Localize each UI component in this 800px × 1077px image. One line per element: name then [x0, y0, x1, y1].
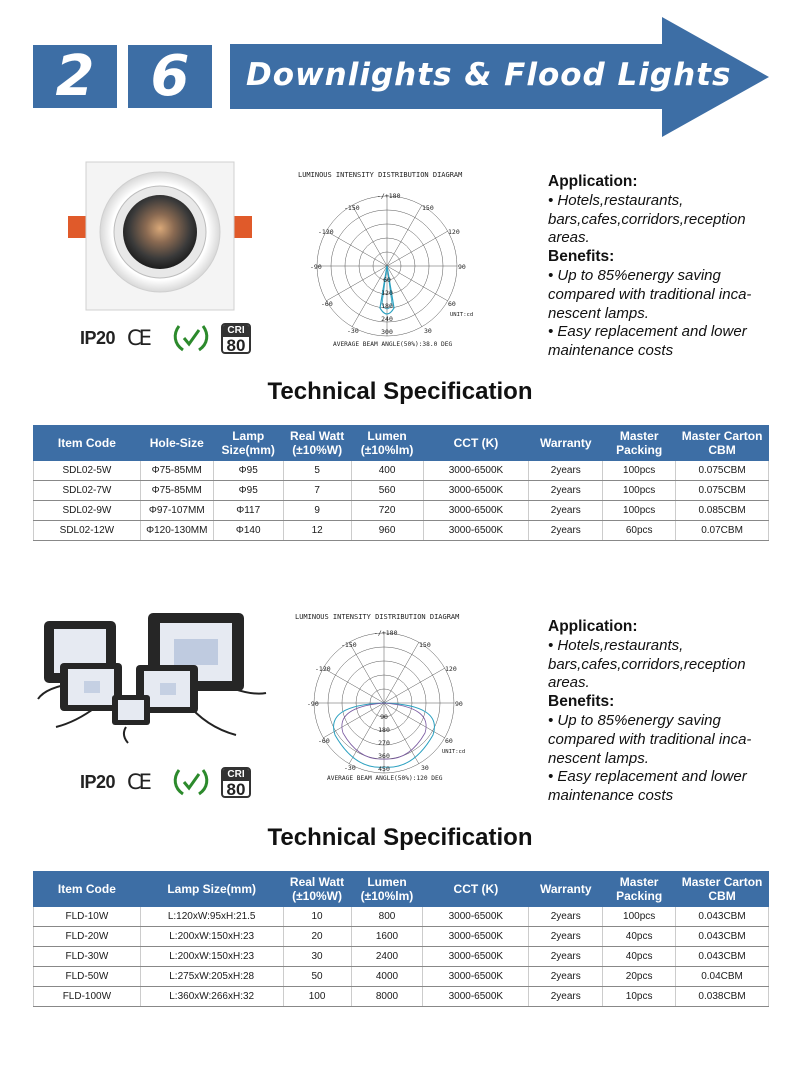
table-cell: SDL02-9W [34, 501, 141, 521]
angle-label: -150 [341, 641, 357, 649]
table-cell: 20 [283, 927, 351, 947]
ring-label: 450 [378, 765, 390, 773]
flood-light-spec-table [33, 871, 769, 1007]
benefits-line: nescent lamps. [548, 749, 649, 767]
luminous-intensity-diagram [288, 160, 508, 350]
table-cell: 0.043CBM [676, 927, 769, 947]
table-cell: 2years [529, 481, 603, 501]
ring-label: 120 [381, 289, 393, 297]
table-cell: FLD-30W [34, 947, 141, 967]
benefits-line: maintenance costs [548, 787, 674, 805]
application-line: • Hotels,restaurants, [548, 191, 684, 209]
ring-label: 270 [378, 739, 390, 747]
ip20-rating: IP20 [80, 771, 116, 792]
table-header-row [34, 426, 769, 461]
section-number-digit-2: 6 [128, 45, 212, 108]
table-row [34, 501, 769, 521]
table-row [34, 907, 769, 927]
table-cell: 2years [529, 907, 603, 927]
application-line: areas. [548, 674, 590, 692]
table-cell: 40pcs [603, 947, 676, 967]
table-cell: 1600 [351, 927, 423, 947]
table-cell: 30 [283, 947, 351, 967]
table-cell: SDL02-5W [34, 461, 141, 481]
angle-label: 150 [419, 641, 431, 649]
table-cell: 960 [351, 521, 423, 541]
unit-label: UNIT:cd [450, 312, 474, 318]
diagram-caption: AVERAGE BEAM ANGLE(50%):38.0 DEG [333, 341, 453, 348]
table-cell: 4000 [351, 967, 423, 987]
table-cell: 2years [529, 521, 603, 541]
technical-specification-title: Technical Specification [267, 378, 533, 405]
table-cell: L:200xW:150xH:23 [140, 927, 283, 947]
table-row [34, 987, 769, 1007]
table-cell: 3000-6500K [423, 481, 529, 501]
table-cell: 8000 [351, 987, 423, 1007]
benefits-heading: Benefits: [548, 693, 615, 711]
table-cell: L:200xW:150xH:23 [140, 947, 283, 967]
table-header-row [34, 872, 769, 907]
application-line: • Hotels,restaurants, [548, 636, 684, 654]
ce-mark: CE [127, 326, 149, 350]
table-cell: 0.07CBM [676, 521, 769, 541]
table-cell: 800 [351, 907, 423, 927]
angle-label: 90 [455, 700, 463, 708]
table-cell: 100pcs [603, 461, 676, 481]
table-cell: 100pcs [603, 501, 676, 521]
column-header: Lumen (±10%lm) [351, 426, 423, 461]
table-cell: SDL02-7W [34, 481, 141, 501]
table-cell: FLD-20W [34, 927, 141, 947]
angle-label: -90 [310, 263, 322, 271]
table-cell: 9 [283, 501, 351, 521]
technical-specification-title: Technical Specification [267, 824, 533, 851]
page-title: Downlights & Flood Lights [246, 57, 732, 93]
column-header: Master Carton CBM [676, 426, 769, 461]
application-heading: Application: [548, 173, 638, 190]
angle-label: 90 [458, 263, 466, 271]
ring-label: 300 [381, 328, 393, 336]
column-header: Warranty [529, 872, 603, 907]
ring-label: 90 [380, 713, 388, 721]
application-line: areas. [548, 229, 590, 247]
ring-label: 180 [381, 302, 393, 310]
angle-label: -/+180 [374, 629, 398, 637]
eco-laurel-icon [171, 766, 211, 798]
angle-label: -/+180 [377, 192, 401, 200]
table-cell: 0.04CBM [676, 967, 769, 987]
table-cell: 2years [529, 947, 603, 967]
application-heading: Application: [548, 618, 638, 635]
table-cell: FLD-10W [34, 907, 141, 927]
table-cell: 2years [529, 987, 603, 1007]
section-number-digit-1: 2 [33, 45, 117, 108]
flood-light-product-image [36, 607, 276, 747]
table-cell: 0.075CBM [676, 481, 769, 501]
benefits-line: compared with traditional inca- [548, 285, 752, 303]
table-cell: FLD-100W [34, 987, 141, 1007]
column-header: Item Code [34, 872, 141, 907]
table-cell: 40pcs [603, 927, 676, 947]
table-cell: 3000-6500K [423, 967, 529, 987]
angle-label: 60 [445, 737, 453, 745]
diagram-title: LUMINOUS INTENSITY DISTRIBUTION DIAGRAM [298, 171, 463, 179]
column-header: Real Watt (±10%W) [283, 872, 351, 907]
benefits-line: • Up to 85%energy saving [548, 266, 721, 284]
angle-label: -30 [347, 327, 359, 335]
cri-badge [221, 323, 251, 354]
table-cell: 100pcs [603, 481, 676, 501]
table-cell: 2years [529, 501, 603, 521]
column-header: Real Watt (±10%W) [283, 426, 351, 461]
ring-label: 180 [378, 726, 390, 734]
table-cell: SDL02-12W [34, 521, 141, 541]
eco-laurel-icon [171, 322, 211, 354]
column-header: Lamp Size(mm) [213, 426, 283, 461]
table-cell: 3000-6500K [423, 907, 529, 927]
angle-label: 120 [445, 665, 457, 673]
table-cell: FLD-50W [34, 967, 141, 987]
table-cell: 0.075CBM [676, 461, 769, 481]
angle-label: -60 [318, 737, 330, 745]
table-cell: 10 [283, 907, 351, 927]
table-cell: 560 [351, 481, 423, 501]
table-row [34, 521, 769, 541]
table-cell: 2years [529, 461, 603, 481]
table-row [34, 461, 769, 481]
table-cell: 60pcs [603, 521, 676, 541]
column-header: Warranty [529, 426, 603, 461]
angle-label: -90 [307, 700, 319, 708]
diagram-title: LUMINOUS INTENSITY DISTRIBUTION DIAGRAM [295, 613, 460, 621]
column-header: CCT (K) [423, 426, 529, 461]
diagram-caption: AVERAGE BEAM ANGLE(50%):120 DEG [327, 775, 443, 782]
application-benefits-text [548, 173, 793, 361]
table-cell: 2400 [351, 947, 423, 967]
table-cell: 20pcs [603, 967, 676, 987]
table-cell: 3000-6500K [423, 501, 529, 521]
column-header: Hole-Size [140, 426, 213, 461]
angle-label: -120 [315, 665, 331, 673]
table-cell: 3000-6500K [423, 461, 529, 481]
table-cell: Φ117 [213, 501, 283, 521]
table-cell: Φ95 [213, 481, 283, 501]
column-header: Master Packing [603, 872, 676, 907]
ring-label: 240 [381, 315, 393, 323]
table-cell: 10pcs [603, 987, 676, 1007]
application-line: bars,cafes,corridors,reception [548, 655, 746, 673]
ring-label: 360 [378, 752, 390, 760]
table-cell: L:360xW:266xH:32 [140, 987, 283, 1007]
table-cell: 2years [529, 927, 603, 947]
column-header: CCT (K) [423, 872, 529, 907]
table-cell: 50 [283, 967, 351, 987]
downlight-spec-table [33, 425, 769, 541]
column-header: Master Carton CBM [676, 872, 769, 907]
application-benefits-text [548, 618, 793, 806]
table-cell: 0.043CBM [676, 947, 769, 967]
table-cell: Φ97-107MM [140, 501, 213, 521]
angle-label: -60 [321, 300, 333, 308]
angle-label: 30 [424, 327, 432, 335]
angle-label: 30 [421, 764, 429, 772]
benefits-line: nescent lamps. [548, 304, 649, 322]
table-cell: 3000-6500K [423, 947, 529, 967]
column-header: Master Packing [603, 426, 676, 461]
table-row [34, 927, 769, 947]
luminous-intensity-diagram [285, 605, 505, 795]
benefits-line: compared with traditional inca- [548, 730, 752, 748]
application-line: bars,cafes,corridors,reception [548, 210, 746, 228]
table-cell: 2years [529, 967, 603, 987]
table-cell: Φ95 [213, 461, 283, 481]
table-cell: Φ75-85MM [140, 481, 213, 501]
cri-value: 80 [226, 335, 246, 354]
table-cell: Φ75-85MM [140, 461, 213, 481]
downlight-product-image [60, 158, 260, 318]
benefits-line: • Up to 85%energy saving [548, 711, 721, 729]
ip20-rating: IP20 [80, 327, 116, 348]
table-row [34, 481, 769, 501]
certifications-row [80, 766, 251, 798]
column-header: Item Code [34, 426, 141, 461]
table-cell: L:275xW:205xH:28 [140, 967, 283, 987]
angle-label: 150 [422, 204, 434, 212]
unit-label: UNIT:cd [442, 749, 466, 755]
angle-label: 60 [448, 300, 456, 308]
ring-label: 60 [383, 276, 391, 284]
ce-mark: CE [127, 770, 149, 794]
angle-label: 120 [448, 228, 460, 236]
table-cell: 0.085CBM [676, 501, 769, 521]
cri-value: 80 [226, 779, 246, 798]
benefits-heading: Benefits: [548, 248, 615, 266]
table-cell: 0.043CBM [676, 907, 769, 927]
table-cell: 3000-6500K [423, 521, 529, 541]
table-row [34, 947, 769, 967]
column-header: Lumen (±10%lm) [351, 872, 423, 907]
certifications-row [80, 322, 251, 354]
table-cell: Φ120-130MM [140, 521, 213, 541]
benefits-line: • Easy replacement and lower [548, 768, 747, 786]
table-cell: 3000-6500K [423, 927, 529, 947]
angle-label: -30 [344, 764, 356, 772]
table-row [34, 967, 769, 987]
table-cell: 12 [283, 521, 351, 541]
table-cell: Φ140 [213, 521, 283, 541]
table-cell: 5 [283, 461, 351, 481]
column-header: Lamp Size(mm) [140, 872, 283, 907]
angle-label: -150 [344, 204, 360, 212]
table-cell: 400 [351, 461, 423, 481]
table-cell: 100 [283, 987, 351, 1007]
benefits-line: • Easy replacement and lower [548, 323, 747, 341]
table-cell: 720 [351, 501, 423, 521]
cri-label: CRI [223, 769, 249, 781]
cri-badge [221, 767, 251, 798]
table-cell: 3000-6500K [423, 987, 529, 1007]
angle-label: -120 [318, 228, 334, 236]
table-cell: L:120xW:95xH:21.5 [140, 907, 283, 927]
cri-label: CRI [223, 325, 249, 337]
table-cell: 0.038CBM [676, 987, 769, 1007]
table-cell: 100pcs [603, 907, 676, 927]
table-cell: 7 [283, 481, 351, 501]
benefits-line: maintenance costs [548, 342, 674, 360]
